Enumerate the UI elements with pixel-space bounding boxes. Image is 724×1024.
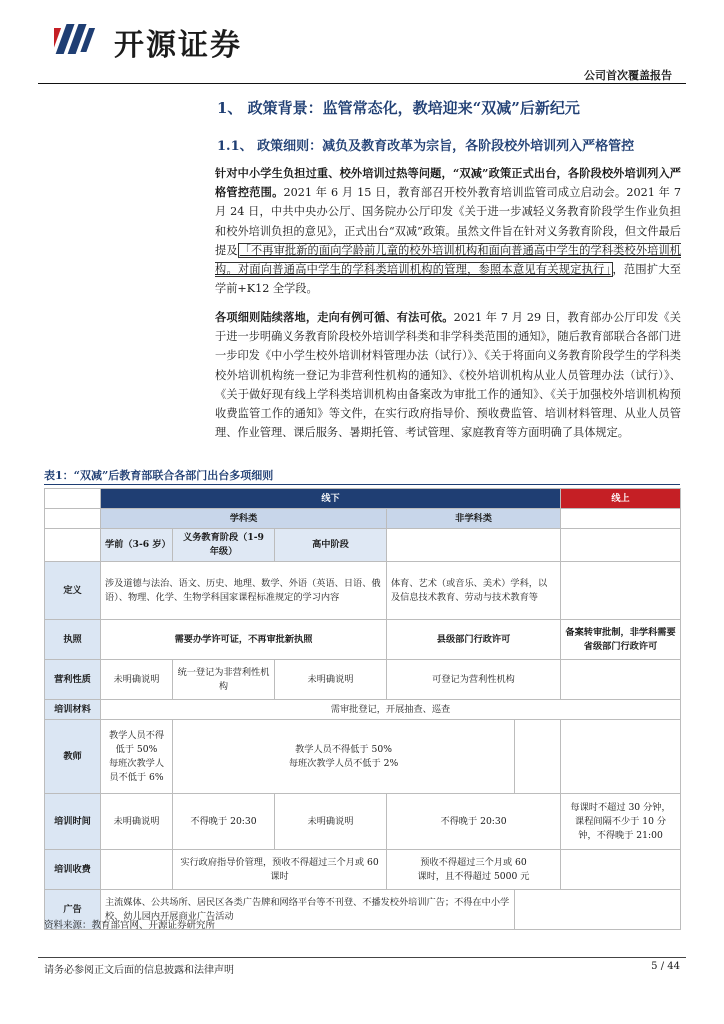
row-label-license: 执照 [45,620,101,660]
paragraph-tail: ，范围扩大至学前+K12 全学段。 [215,263,681,296]
header-preschool: 学前（3-6 岁） [101,529,173,562]
cell-fees-subject: 实行政府指导价管理，预收不得超过三个月或 60 课时 [173,850,387,890]
cell-line: 钟，不得晚于 21:00 [578,829,663,841]
page-number: 5 / 44 [651,961,680,972]
table-cell [561,509,681,529]
table-row [45,489,681,509]
cell-fees-nonsubject [387,850,561,890]
table-cell [561,850,681,890]
paragraph-body: 2021 年 6 月 15 日，教育部召开校外教育培训监管司成立启动会。2021 年 7 月 24 日，中共中央办公厅、国务院办公厅印发《关于进一步减轻义务教育阶段学生作业负担和校外培训负担的意见》，正式出台“双减”政策。虽然文件旨在针对义务教育阶段，但文件最后提及 [215,186,681,257]
header-highschool: 高中阶段 [275,529,387,562]
cell-line: 教学人员不得 [108,729,165,741]
footer-disclaimer: 请务必参阅正文后面的信息披露和法律声明 [44,965,234,976]
row-label-time: 培训时间 [45,794,101,850]
cell-materials-all: 需审批登记，开展抽查、巡查 [101,700,681,720]
table-cell [561,720,681,794]
cell-profit-preschool: 未明确说明 [101,660,173,700]
table-row [45,529,681,562]
brand-name: 开源证券 [114,28,242,63]
cell-line: 课程间隔不少于 10 分 [575,815,667,827]
header-nonsubject: 非学科类 [387,509,561,529]
table-row [45,660,681,700]
row-label-profit: 营利性质 [45,660,101,700]
quoted-policy-text: 「不再审批新的面向学龄前儿童的校外培训机构和面向普通高中学生的学科类校外培训机构。对面向普通高中学生的学科类培训机构的管理，参照本意见有关规定执行」 [215,243,681,277]
cell-ads: 主流媒体、公共场所、居民区各类广告牌和网络平台等不刊登、不播发校外培训广告；不得在中小学校、幼儿园内开展商业广告活动 [101,890,515,930]
footer-divider [38,957,686,958]
cell-definition-nonsubject: 体育、艺术（或音乐、美术）学科，以及信息技术教育、劳动与技术教育等 [387,562,561,620]
paragraph-body: 2021 年 7 月 29 日，教育部办公厅印发《关于进一步明确义务教育阶段校外培训学科类和非学科类范围的通知》，随后教育部联合各部门进一步印发《中小学生校外培训材料管理办法（试行）》、《关于将面向义务教育阶段学生的学科类校外培训机构统一登记为非营利性机构的通知》、《校外培训机构从业人员管理办法（试行）》、《关于做好现有线上学科类培训机构由备案改为审批工作的通知》、《关于加强校外培训机构预收费监管工作的通知》等文件，在实行政府指导价、预收费监管、培训材料管理、从业人员管理、作业管理、课后服务、暑期托管、考试管理、家庭教育等方面明确了具体规定。 [215,311,681,440]
table-row [45,562,681,620]
table-cell [561,562,681,620]
cell-time-compulsory: 不得晚于 20:30 [173,794,275,850]
paragraph-lead: 各项细则陆续落地，走向有例可循、有法可依。 [215,310,454,324]
table-cell [515,890,681,930]
section-heading: 1、 政策背景：监管常态化，教培迎来“双减”后新纪元 [217,99,580,117]
table-cell [45,529,101,562]
cell-teachers-preschool [101,720,173,794]
header-online: 线上 [561,489,681,509]
header-subject: 学科类 [101,509,387,529]
row-label-materials: 培训材料 [45,700,101,720]
header-offline: 线下 [101,489,561,509]
cell-line: 低于 50% [115,743,158,755]
source-note: 资料来源：教育部官网、开源证券研究所 [44,920,216,931]
cell-line: 员不低于 6% [109,771,164,783]
row-label-ads: 广告 [45,890,101,930]
table-row [45,794,681,850]
report-type-label: 公司首次覆盖报告 [584,69,672,82]
paragraph-policy-intro [215,164,681,298]
table-row [45,700,681,720]
row-label-fees: 培训收费 [45,850,101,890]
cell-line: 每班次教学人员不低于 2% [288,757,399,769]
cell-line: 课时，且不得超过 5000 元 [417,870,530,882]
table-row [45,720,681,794]
paragraph-policy-details [215,308,681,442]
cell-line: 每课时不超过 30 分钟， [570,801,671,813]
cell-line: 预收不得超过三个月或 60 [420,856,527,868]
cell-profit-nonsubject: 可登记为营利性机构 [387,660,561,700]
table-cell [561,529,681,562]
table-cell [387,529,561,562]
cell-license-nonsubject: 县级部门行政许可 [387,620,561,660]
table-cell [561,660,681,700]
cell-license-subject: 需要办学许可证，不再审批新执照 [101,620,387,660]
table-cell [45,509,101,529]
cell-profit-compulsory: 统一登记为非营利性机构 [173,660,275,700]
cell-line: 每班次教学人 [108,757,165,769]
row-label-definition: 定义 [45,562,101,620]
cell-license-online: 备案转审批制，非学科需要省级部门行政许可 [561,620,681,660]
table-cell [515,720,561,794]
cell-teachers-mid [173,720,515,794]
header-compulsory: 义务教育阶段（1-9 年级） [173,529,275,562]
table-cell [101,850,173,890]
table-row [45,850,681,890]
cell-time-online [561,794,681,850]
cell-line: 教学人员不得低于 50% [295,743,392,755]
header-divider [38,83,686,84]
policy-table [44,488,680,930]
cell-profit-highschool: 未明确说明 [275,660,387,700]
table-title-rule [44,484,680,485]
table-row [45,620,681,660]
cell-time-nonsubject: 不得晚于 20:30 [387,794,561,850]
cell-time-preschool: 未明确说明 [101,794,173,850]
paragraph-lead: 针对中小学生负担过重、校外培训过热等问题，“双减”政策正式出台，各阶段校外培训列入严格管控范围。 [215,166,681,200]
row-label-teachers: 教师 [45,720,101,794]
brand-logo-icon [54,20,100,60]
cell-definition-subject: 涉及道德与法治、语文、历史、地理、数学、外语（英语、日语、俄语）、物理、化学、生物学科国家课程标准规定的学习内容 [101,562,387,620]
table-row [45,509,681,529]
table-title: 表1：“双减”后教育部联合各部门出台多项细则 [44,469,274,482]
subsection-heading: 1.1、 政策细则：减负及教育改革为宗旨，各阶段校外培训列入严格管控 [217,139,635,154]
table-cell [45,489,101,509]
cell-time-highschool: 未明确说明 [275,794,387,850]
